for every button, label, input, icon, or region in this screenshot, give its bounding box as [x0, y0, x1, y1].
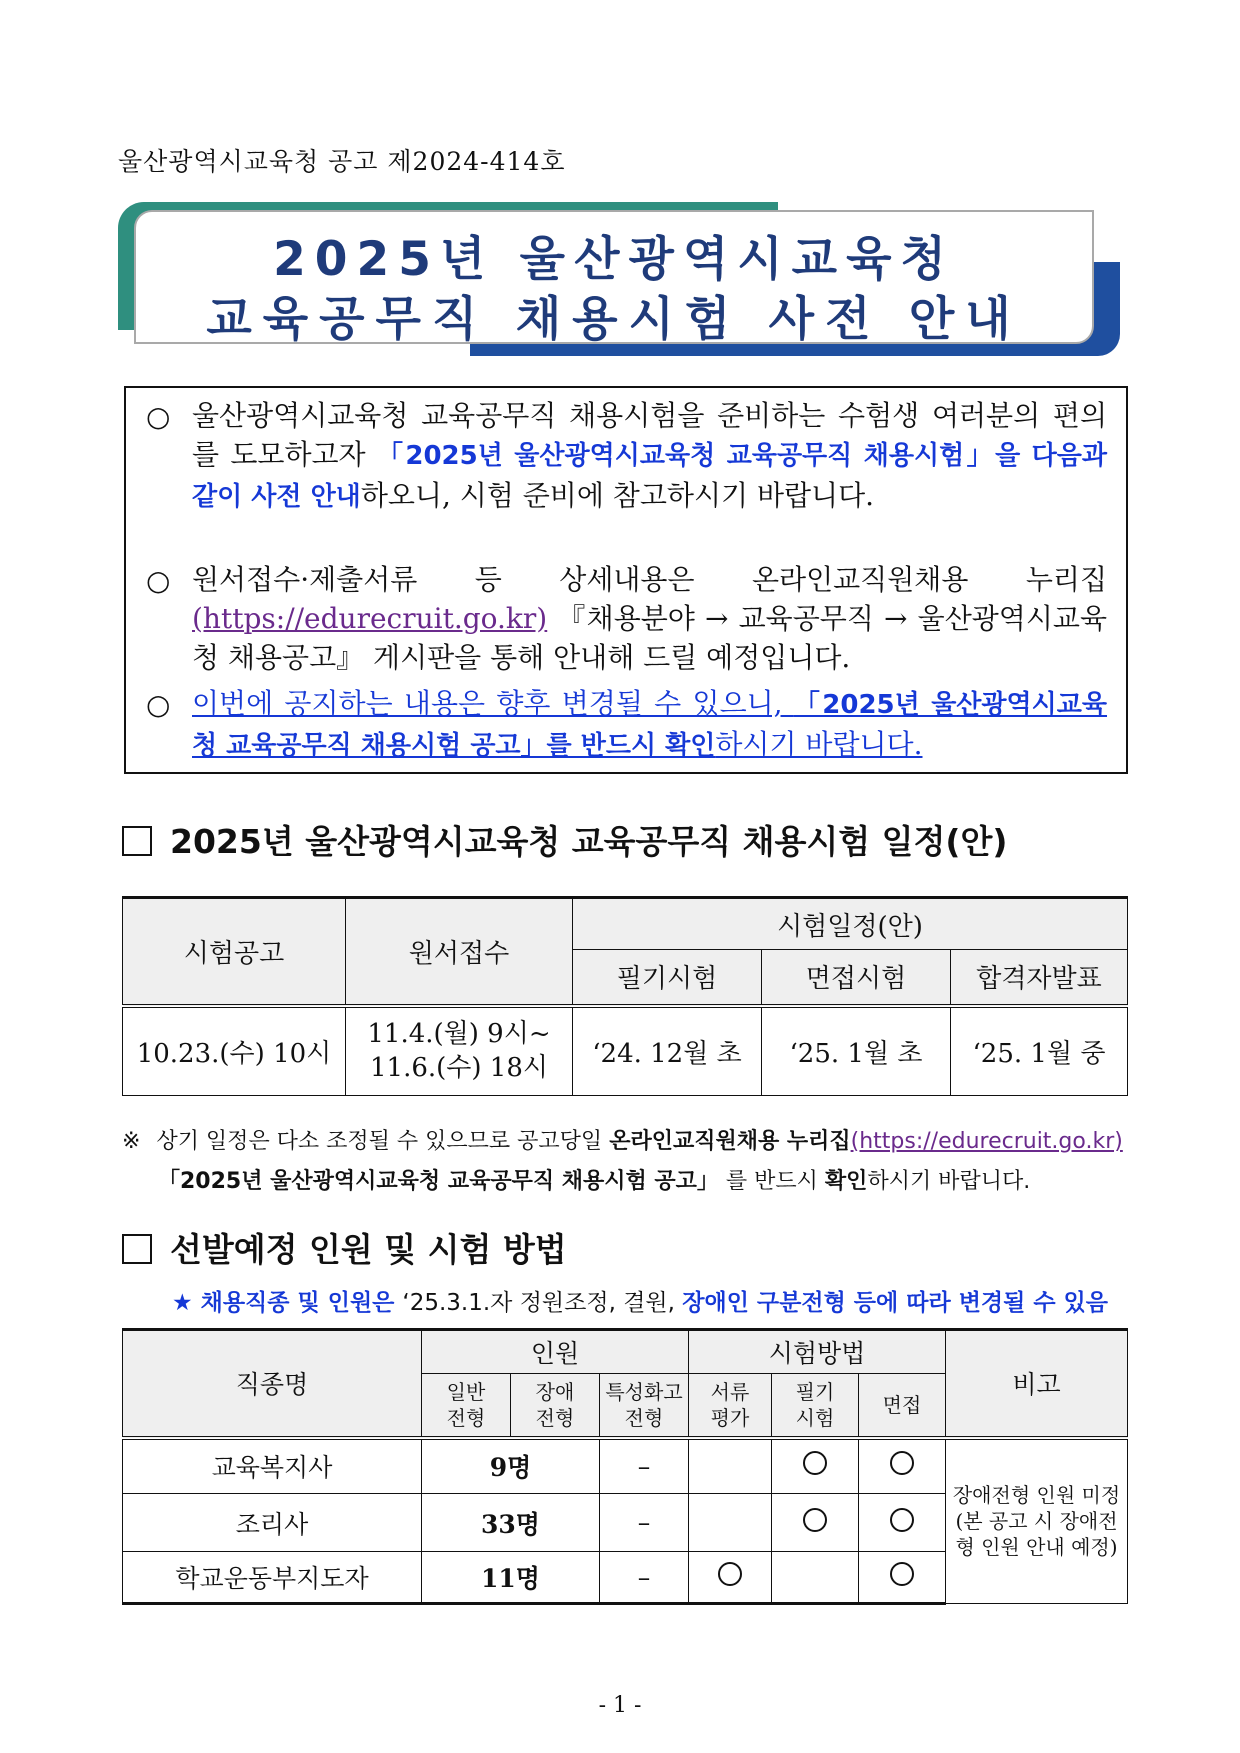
interview-cell [859, 1552, 946, 1604]
doc-cell [689, 1494, 772, 1552]
checkbox-square-icon [122, 826, 152, 856]
header-job: 직종명 [123, 1330, 422, 1438]
special-cell: – [600, 1552, 689, 1604]
page-title-line1: 2025년 울산광역시교육청 [273, 232, 955, 287]
interview-cell [859, 1494, 946, 1552]
header-method: 시험방법 [689, 1330, 946, 1374]
cell-apply: 11.4.(월) 9시~ 11.6.(수) 18시 [346, 1006, 573, 1096]
header-written: 필기 시험 [772, 1374, 859, 1438]
section-heading-positions: 선발예정 인원 및 시험 방법 [122, 1224, 567, 1271]
bullet-icon: ○ [146, 400, 171, 433]
job-count: 9명 [422, 1438, 600, 1494]
cell-announce: 10.23.(수) 10시 [123, 1006, 346, 1096]
written-cell [772, 1494, 859, 1552]
header-result: 합격자발표 [951, 950, 1128, 1006]
schedule-table [122, 896, 1128, 1096]
header-special: 특성화고 전형 [600, 1374, 689, 1438]
circle-mark-icon [890, 1451, 914, 1475]
cell-result: ‘25. 1월 중 [951, 1006, 1128, 1096]
schedule-note-line2: 「2025년 울산광역시교육청 교육공무직 채용시험 공고」 를 반드시 확인하시기 바랍니다. [158, 1169, 1031, 1194]
circle-mark-icon [803, 1508, 827, 1532]
schedule-note-line1: ※ 상기 일정은 다소 조정될 수 있으므로 공고당일 온라인교직원채용 누리집(https://edurecruit.go.kr) [122, 1129, 1123, 1154]
circle-mark-icon [718, 1562, 742, 1586]
special-cell: – [600, 1438, 689, 1494]
cell-written: ‘24. 12월 초 [573, 1006, 762, 1096]
header-written: 필기시험 [573, 950, 762, 1006]
special-cell: – [600, 1494, 689, 1552]
header-interview: 면접 [859, 1374, 946, 1438]
recruit-site-link[interactable]: (https://edurecruit.go.kr) [192, 602, 548, 635]
bullet-icon: ○ [146, 688, 171, 721]
doc-cell [689, 1438, 772, 1494]
doc-cell [689, 1552, 772, 1604]
section-heading-schedule: 2025년 울산광역시교육청 교육공무직 채용시험 일정(안) [122, 816, 1007, 863]
header-announce: 시험공고 [123, 898, 346, 1006]
positions-note: ★ 채용직종 및 인원은 ‘25.3.1.자 정원조정, 결원, 장애인 구분전형 등에 따라 변경될 수 있음 [172, 1290, 1109, 1316]
interview-cell [859, 1438, 946, 1494]
checkbox-square-icon [122, 1234, 152, 1264]
header-disabled: 장애 전형 [511, 1374, 600, 1438]
page-title-line2: 교육공무직 채용시험 사전 안내 [206, 292, 1022, 347]
intro-paragraph-1: 울산광역시교육청 교육공무직 채용시험을 준비하는 수험생 여러분의 편의를 도모하고자 「2025년 울산광역시교육청 교육공무직 채용시험」을 다음과 같이 사전 안내하오니, 시험 준비에 참고하시기 바랍니다. [192, 399, 1108, 512]
header-apply: 원서접수 [346, 898, 573, 1006]
cell-interview: ‘25. 1월 초 [762, 1006, 951, 1096]
job-name: 교육복지사 [123, 1438, 422, 1494]
positions-table [122, 1328, 1128, 1605]
bullet-icon: ○ [146, 564, 171, 597]
job-count: 11명 [422, 1552, 600, 1604]
recruit-site-link[interactable]: (https://edurecruit.go.kr) [850, 1129, 1123, 1154]
intro-paragraph-3: 이번에 공지하는 내용은 향후 변경될 수 있으니, 「2025년 울산광역시교육청 교육공무직 채용시험 공고」를 반드시 확인하시기 바랍니다. [192, 687, 1108, 761]
page-number: - 1 - [598, 1693, 642, 1718]
header-remark: 비고 [946, 1330, 1128, 1438]
job-count: 33명 [422, 1494, 600, 1552]
header-doc: 서류 평가 [689, 1374, 772, 1438]
header-schedule-group: 시험일정(안) [573, 898, 1128, 950]
written-cell [772, 1552, 859, 1604]
job-name: 조리사 [123, 1494, 422, 1552]
header-general: 일반 전형 [422, 1374, 511, 1438]
remark-cell: 장애전형 인원 미정 (본 공고 시 장애전형 인원 안내 예정) [946, 1438, 1128, 1604]
circle-mark-icon [890, 1508, 914, 1532]
circle-mark-icon [890, 1562, 914, 1586]
circle-mark-icon [803, 1451, 827, 1475]
written-cell [772, 1438, 859, 1494]
header-interview: 면접시험 [762, 950, 951, 1006]
job-name: 학교운동부지도자 [123, 1552, 422, 1604]
intro-box [124, 386, 1128, 774]
intro-paragraph-2: 원서접수·제출서류 등 상세내용은 온라인교직원채용 누리집 (https://edurecruit.go.kr) 『채용분야 → 교육공무직 → 울산광역시교육청 채용공고』 게시판을 통해 안내해 드릴 예정입니다. [192, 563, 1107, 674]
header-people: 인원 [422, 1330, 689, 1374]
notice-number: 울산광역시교육청 공고 제2024-414호 [118, 147, 566, 176]
